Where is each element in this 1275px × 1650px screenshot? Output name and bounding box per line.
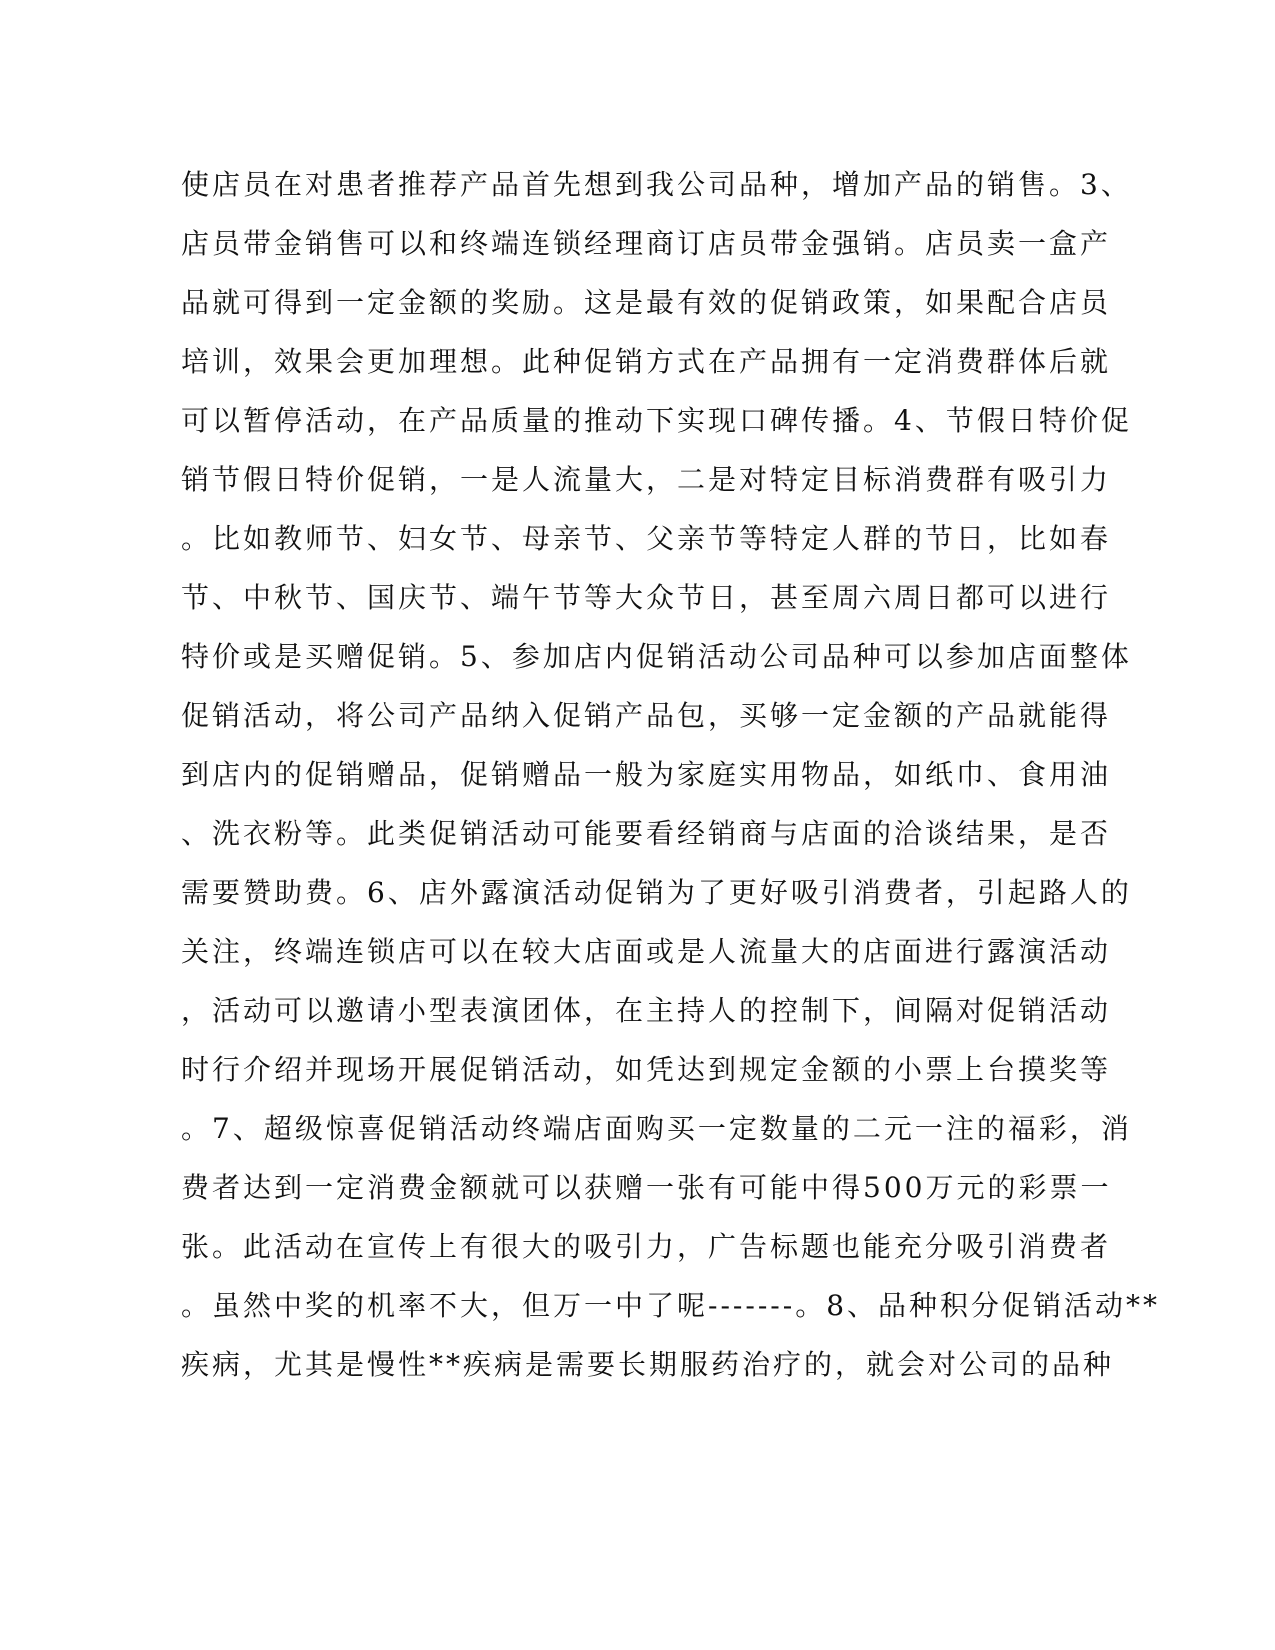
text-line: 特价或是买赠促销。5、参加店内促销活动公司品种可以参加店面整体 <box>181 640 1132 673</box>
body-text <box>181 155 1161 1394</box>
text-line: 品就可得到一定金额的奖励。这是最有效的促销政策，如果配合店员 <box>181 286 1112 319</box>
text-line: 节、中秋节、国庆节、端午节等大众节日，甚至周六周日都可以进行 <box>181 581 1112 614</box>
text-line: 销节假日特价促销，一是人流量大，二是对特定目标消费群有吸引力 <box>181 463 1112 496</box>
text-line: 需要赞助费。6、店外露演活动促销为了更好吸引消费者，引起路人的 <box>181 876 1132 909</box>
text-line: ，活动可以邀请小型表演团体，在主持人的控制下，间隔对促销活动 <box>181 994 1112 1027</box>
text-line: 可以暂停活动，在产品质量的推动下实现口碑传播。4、节假日特价促 <box>181 404 1132 437</box>
text-line: 疾病，尤其是慢性**疾病是需要长期服药治疗的，就会对公司的品种 <box>181 1348 1115 1381</box>
text-line: 。比如教师节、妇女节、母亲节、父亲节等特定人群的节日，比如春 <box>181 522 1112 555</box>
text-line: 使店员在对患者推荐产品首先想到我公司品种，增加产品的销售。3、 <box>181 168 1132 201</box>
text-line: 培训，效果会更加理想。此种促销方式在产品拥有一定消费群体后就 <box>181 345 1112 378</box>
text-line: 到店内的促销赠品，促销赠品一般为家庭实用物品，如纸巾、食用油 <box>181 758 1112 791</box>
text-line: 关注，终端连锁店可以在较大店面或是人流量大的店面进行露演活动 <box>181 935 1112 968</box>
text-line: 张。此活动在宣传上有很大的吸引力，广告标题也能充分吸引消费者 <box>181 1230 1112 1263</box>
text-line: 。7、超级惊喜促销活动终端店面购买一定数量的二元一注的福彩，消 <box>181 1112 1132 1145</box>
text-line: 促销活动，将公司产品纳入促销产品包，买够一定金额的产品就能得 <box>181 699 1112 732</box>
text-line: 费者达到一定消费金额就可以获赠一张有可能中得500万元的彩票一 <box>181 1171 1112 1204</box>
text-line: 。虽然中奖的机率不大，但万一中了呢-------。8、品种积分促销活动** <box>181 1289 1161 1322</box>
text-line: 时行介绍并现场开展促销活动，如凭达到规定金额的小票上台摸奖等 <box>181 1053 1112 1086</box>
text-line: 店员带金销售可以和终端连锁经理商订店员带金强销。店员卖一盒产 <box>181 227 1112 260</box>
text-line: 、洗衣粉等。此类促销活动可能要看经销商与店面的洽谈结果，是否 <box>181 817 1112 850</box>
